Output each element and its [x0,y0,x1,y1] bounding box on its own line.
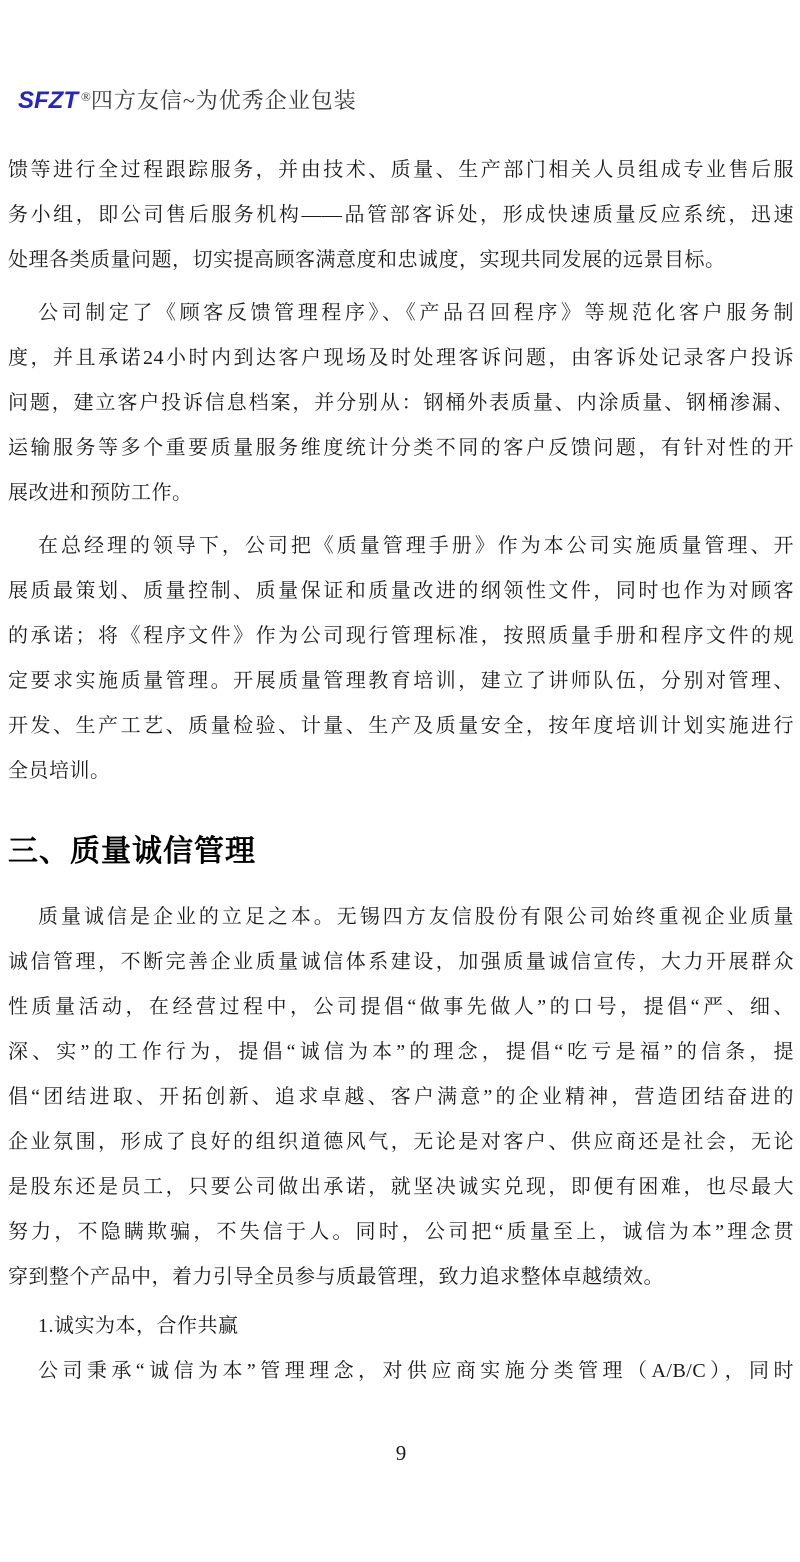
text-line: 质量诚信是企业的立足之本。无锡四方友信股份有限公司始终重视企业质量 [38,906,794,928]
text-line: 馈等进行全过程跟踪服务，并由技术、质量、生产部门相关人员组成专业售后服 [8,159,794,181]
text-line: 度，并且承诺24小时内到达客户现场及时处理客诉问题，由客诉处记录客户投诉 [8,347,794,369]
text-line: 在总经理的领导下，公司把《质量管理手册》作为本公司实施质量管理、开 [38,535,794,557]
text-line: 诚信管理，不断完善企业质量诚信体系建设，加强质量诚信宣传，大力开展群众 [8,951,794,973]
text-line: 开发、生产工艺、质量检验、计量、生产及质量安全，按年度培训计划实施进行 [8,715,794,737]
section-heading-quality-integrity: 三、质量诚信管理 [8,835,256,868]
paragraph-quality-integrity-overview [8,895,794,1300]
text-line: 1.诚实为本，合作共赢 [38,1315,239,1337]
text-line: 穿到整个产品中，着力引导全员参与质最管理，致力追求整体卓越绩效。 [8,1266,664,1288]
text-line: 努力，不隐瞒欺骗，不失信于人。同时，公司把“质量至上，诚信为本”理念贯 [8,1221,794,1243]
text-line: 展质最策划、质量控制、质量保证和质量改进的纲领性文件，同时也作为对顾客 [8,580,794,602]
text-line: 公司制定了《顾客反馈管理程序》、《产品召回程序》等规范化客户服务制 [38,302,794,324]
brand-logo [18,84,794,114]
brand-tagline: 四方友信~为优秀企业包装 [90,88,357,113]
text-line: 定要求实施质量管理。开展质量管理教育培训，建立了讲师队伍，分别对管理、 [8,670,794,692]
page-number: 9 [395,1441,407,1465]
text-line: 深、实”的工作行为，提倡“诚信为本”的理念，提倡“吃亏是福”的信条，提 [8,1041,794,1063]
text-line: 处理各类质量问题，切实提高顾客满意度和忠诚度，实现共同发展的远景目标。 [8,249,726,271]
text-line: 运输服务等多个重要质量服务维度统计分类不同的客户反馈问题，有针对性的开 [8,437,794,459]
text-line: 展改进和预防工作。 [8,482,193,504]
text-line: 企业氛围，形成了良好的组织道德风气，无论是对客户、供应商还是社会，无论 [8,1131,794,1153]
brand-sfzt-wordmark: SFZT [18,87,78,114]
paragraph-customer-feedback-procedures [8,291,794,516]
paragraph-after-sales-service [8,148,794,283]
text-line: 的承诺；将《程序文件》作为公司现行管理标准，按照质量手册和程序文件的规 [8,625,794,647]
paragraph-quality-manual [8,524,794,794]
text-line: 是股东还是员工，只要公司做出承诺，就坚决诚实兑现，即便有困难，也尽最大 [8,1176,794,1198]
registered-trademark-symbol: ® [81,89,91,104]
text-line: 问题，建立客户投诉信息档案，并分别从：钢桶外表质量、内涂质量、钢桶渗漏、 [8,392,794,414]
paragraph-supplier-classification [8,1349,794,1394]
list-item-honesty-cooperation [8,1304,794,1349]
text-line: 性质量活动，在经营过程中，公司提倡“做事先做人”的口号，提倡“严、细、 [8,996,794,1018]
text-line: 全员培训。 [8,760,111,782]
text-line: 公司秉承“诚信为本”管理理念，对供应商实施分类管理（A/B/C），同时 [38,1360,794,1382]
text-line: 倡“团结进取、开拓创新、追求卓越、客户满意”的企业精神，营造团结奋进的 [8,1086,794,1108]
text-line: 务小组，即公司售后服务机构——品管部客诉处，形成快速质量反应系统，迅速 [8,204,794,226]
